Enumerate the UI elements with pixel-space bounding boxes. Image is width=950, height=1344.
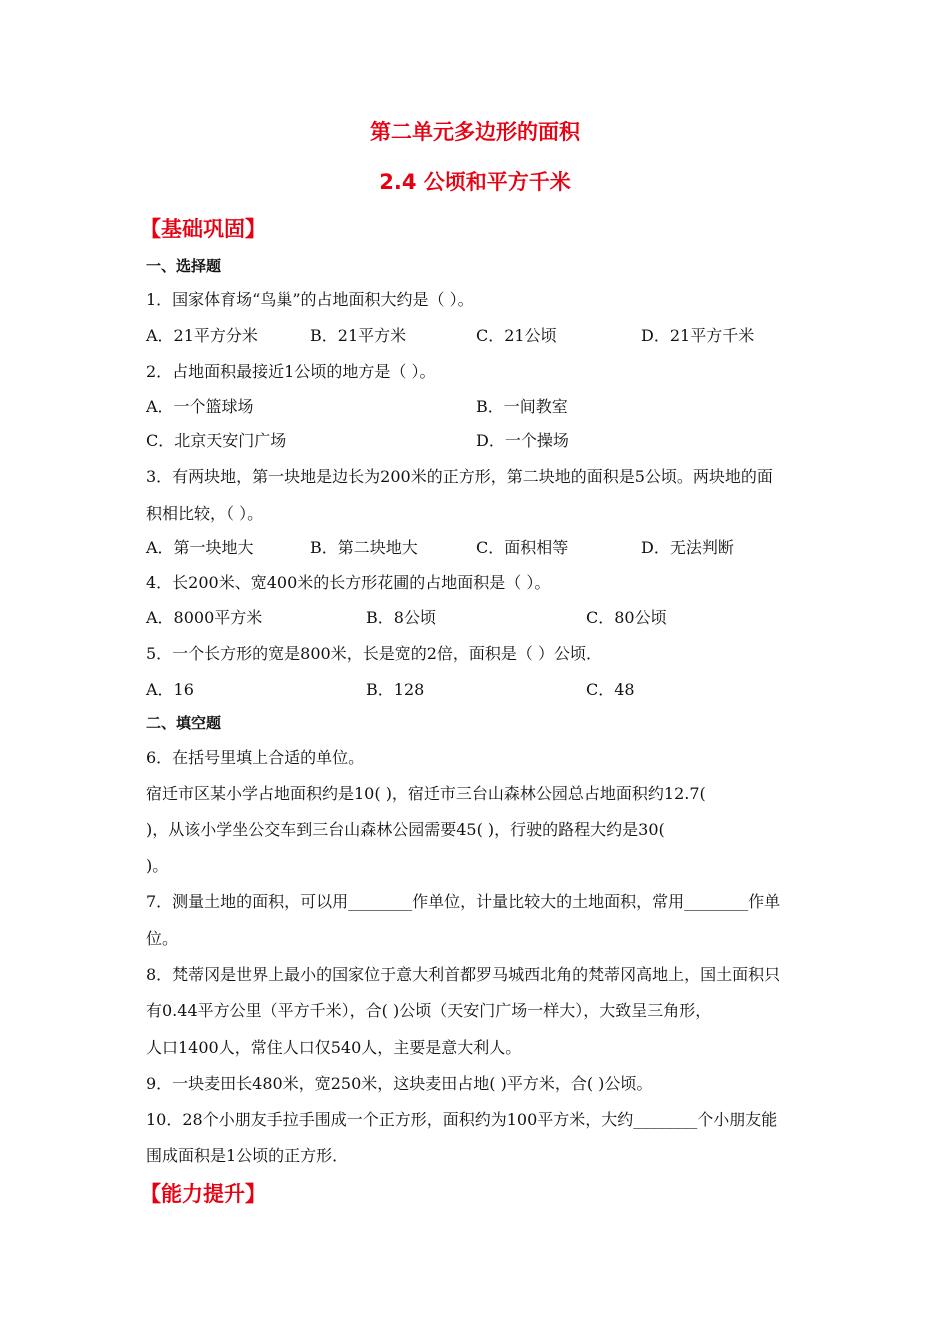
q2-stem: 2．占地面积最接近1公顷的地方是（ ）。: [146, 362, 436, 381]
q6-line2: )，从该小学坐公交车到三台山森林公园需要45( )，行驶的路程大约是30(: [146, 820, 665, 839]
q3-option-d: D．无法判断: [641, 538, 734, 557]
q5-option-c: C．48: [586, 680, 635, 699]
q1-stem: 1．国家体育场“鸟巢”的占地面积大约是（ ）。: [146, 290, 474, 309]
q3-option-a: A．第一块地大: [146, 538, 254, 557]
part1-heading: 一、选择题: [146, 257, 222, 275]
q1-option-c: C．21公顷: [476, 326, 557, 345]
section-advanced: 【能力提升】: [140, 1182, 266, 1206]
q3-stem-line2: 积相比较，（ ）。: [146, 504, 264, 523]
q6-line1: 宿迁市区某小学占地面积约是10( )，宿迁市三台山森林公园总占地面积约12.7(: [146, 784, 706, 803]
q2-option-d: D．一个操场: [476, 431, 569, 450]
q8-line1: 8．梵蒂冈是世界上最小的国家位于意大利首都罗马城西北角的梵蒂冈高地上，国土面积只: [146, 965, 781, 984]
q4-option-c: C．80公顷: [586, 608, 667, 627]
q7-line1: 7．测量土地的面积，可以用________作单位，计量比较大的土地面积，常用________作单: [146, 892, 781, 911]
q8-line2: 有0.44平方公里（平方千米），合( )公顷（天安门广场一样大），大致呈三角形，: [146, 1001, 712, 1020]
q5-stem: 5．一个长方形的宽是800米，长是宽的2倍，面积是（ ）公顷．: [146, 644, 602, 663]
q2-option-b: B．一间教室: [476, 397, 568, 416]
q1-option-d: D．21平方千米: [641, 326, 755, 345]
q7-line2: 位。: [146, 929, 179, 948]
q6-line3: )。: [146, 856, 169, 875]
q1-option-b: B．21平方米: [310, 326, 407, 345]
q1-option-a: A．21平方分米: [146, 326, 258, 345]
q3-option-c: C．面积相等: [476, 538, 569, 557]
q10-line2: 围成面积是1公顷的正方形．: [146, 1146, 349, 1165]
part2-heading: 二、填空题: [146, 714, 222, 732]
section-basic: 【基础巩固】: [140, 217, 266, 241]
q4-option-a: A．8000平方米: [146, 608, 263, 627]
q5-option-a: A．16: [146, 680, 194, 699]
unit-title: 第二单元多边形的面积: [370, 120, 580, 144]
q3-option-b: B．第二块地大: [310, 538, 418, 557]
q2-option-a: A．一个篮球场: [146, 397, 254, 416]
q9-line1: 9．一块麦田长480米，宽250米，这块麦田占地( )平方米，合( )公顷。: [146, 1074, 653, 1093]
q8-line3: 人口1400人，常住人口仅540人，主要是意大利人。: [146, 1038, 522, 1057]
q4-option-b: B．8公顷: [366, 608, 436, 627]
q3-stem-line1: 3．有两块地，第一块地是边长为200米的正方形，第二块地的面积是5公顷。两块地的面: [146, 467, 773, 486]
q5-option-b: B．128: [366, 680, 425, 699]
lesson-title: 2.4 公顷和平方千米: [379, 170, 571, 194]
q2-option-c: C．北京天安门广场: [146, 431, 287, 450]
q4-stem: 4．长200米、宽400米的长方形花圃的占地面积是（ ）。: [146, 573, 551, 592]
q10-line1: 10．28个小朋友手拉手围成一个正方形，面积约为100平方米，大约________个小朋友能: [146, 1110, 778, 1129]
q6-stem: 6．在括号里填上合适的单位。: [146, 748, 365, 767]
